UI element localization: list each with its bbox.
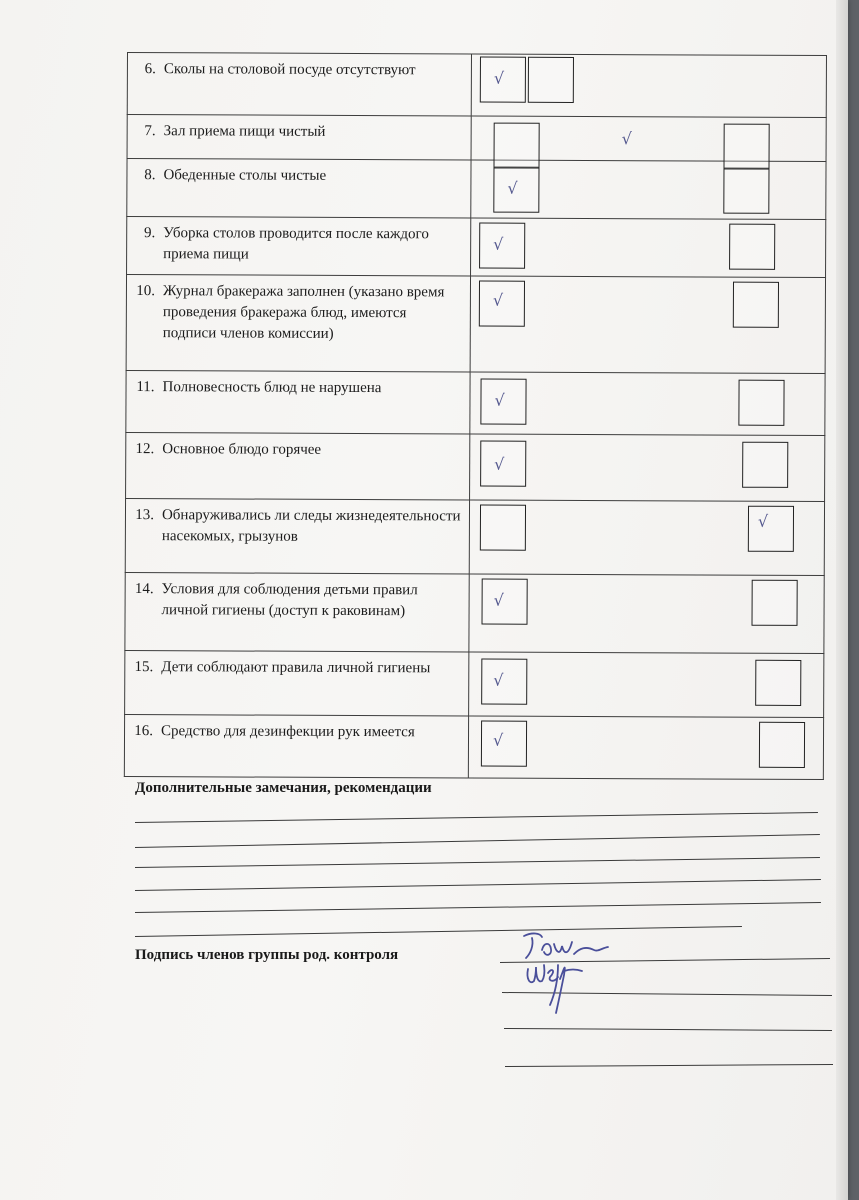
question-cell bbox=[126, 370, 470, 434]
yes-checkbox[interactable] bbox=[480, 505, 526, 551]
checklist-row bbox=[126, 432, 825, 501]
answer-cell bbox=[471, 218, 826, 278]
question-number: 6. bbox=[144, 61, 156, 78]
check-mark: √ bbox=[621, 129, 632, 149]
check-mark: √ bbox=[493, 590, 504, 610]
check-mark: √ bbox=[493, 670, 504, 690]
question-cell bbox=[125, 650, 469, 716]
no-checkbox[interactable] bbox=[748, 506, 794, 552]
signature-2 bbox=[520, 955, 590, 1017]
question-text: Зал приема пищи чистый bbox=[163, 123, 326, 140]
check-mark: √ bbox=[494, 454, 505, 474]
yes-checkbox[interactable] bbox=[481, 659, 527, 705]
question-text: Обнаруживались ли следы жизнедеятельности насекомых, грызунов bbox=[161, 507, 461, 545]
question-number: 7. bbox=[144, 123, 156, 140]
answer-cell bbox=[469, 574, 824, 654]
answer-cell bbox=[471, 116, 826, 162]
check-mark: √ bbox=[492, 290, 504, 310]
checklist-row bbox=[126, 275, 825, 374]
checklist-row bbox=[127, 159, 826, 220]
question-text: Уборка столов проводится после каждого приема пищи bbox=[163, 225, 429, 263]
check-mark: √ bbox=[757, 511, 769, 531]
question-cell bbox=[126, 432, 470, 500]
yes-checkbox[interactable] bbox=[482, 579, 528, 625]
checklist-row bbox=[127, 115, 826, 162]
question-cell bbox=[127, 159, 471, 219]
question-text: Обеденные столы чистые bbox=[163, 167, 327, 184]
question-text: Журнал бракеража заполнен (указано время проведения бракеража блюд, имеются подписи членов комиссии) bbox=[162, 283, 445, 342]
question-cell bbox=[124, 714, 468, 778]
check-mark: √ bbox=[493, 68, 505, 88]
checklist-row bbox=[125, 498, 824, 575]
no-checkbox[interactable] bbox=[759, 722, 805, 768]
question-number: 8. bbox=[144, 167, 156, 184]
answer-cell bbox=[468, 716, 823, 780]
question-cell bbox=[127, 217, 471, 277]
no-checkbox[interactable] bbox=[742, 442, 788, 488]
signature-label: Подпись членов группы род. контроля bbox=[135, 947, 399, 963]
question-cell bbox=[127, 53, 471, 117]
check-mark: √ bbox=[494, 390, 505, 410]
answer-cell bbox=[471, 54, 826, 118]
check-mark: √ bbox=[492, 730, 504, 750]
question-cell bbox=[127, 115, 471, 161]
checklist-row bbox=[125, 650, 824, 717]
answer-cell bbox=[470, 276, 825, 374]
checklist-row bbox=[124, 714, 823, 779]
no-checkbox[interactable] bbox=[528, 57, 574, 103]
question-number: 15. bbox=[134, 659, 154, 676]
answer-cell bbox=[469, 652, 824, 718]
question-cell bbox=[125, 498, 469, 574]
question-number: 12. bbox=[135, 441, 155, 458]
question-text: Средство для дезинфекции рук имеется bbox=[161, 723, 415, 741]
yes-checkbox[interactable] bbox=[481, 721, 527, 767]
no-checkbox[interactable] bbox=[755, 660, 801, 706]
answer-cell bbox=[470, 372, 825, 436]
notes-title: Дополнительные замечания, рекомендации bbox=[135, 780, 432, 796]
question-number: 14. bbox=[134, 581, 154, 598]
checklist-row bbox=[126, 370, 825, 435]
question-text: Условия для соблюдения детьми правил личной гигиены (доступ к раковинам) bbox=[161, 581, 418, 620]
question-number: 16. bbox=[134, 723, 154, 740]
check-mark: √ bbox=[493, 234, 504, 254]
check-mark: √ bbox=[507, 178, 518, 198]
page-edge bbox=[836, 0, 848, 1200]
question-text: Основное блюдо горячее bbox=[162, 441, 322, 458]
answer-cell bbox=[469, 500, 824, 576]
question-cell bbox=[126, 275, 470, 373]
question-number: 9. bbox=[143, 225, 156, 242]
question-number: 13. bbox=[135, 507, 155, 524]
checklist-row bbox=[127, 53, 826, 118]
no-checkbox[interactable] bbox=[738, 380, 784, 426]
no-checkbox[interactable] bbox=[729, 224, 775, 270]
no-checkbox[interactable] bbox=[752, 580, 798, 626]
question-cell bbox=[125, 572, 469, 652]
no-checkbox[interactable] bbox=[733, 282, 779, 328]
checklist-table bbox=[124, 52, 827, 780]
question-number: 10. bbox=[136, 283, 155, 300]
answer-cell bbox=[470, 434, 825, 502]
question-number: 11. bbox=[136, 379, 155, 396]
question-text: Сколы на столовой посуде отсутствуют bbox=[163, 61, 416, 79]
checklist-row bbox=[125, 572, 824, 653]
question-text: Полновесность блюд не нарушена bbox=[162, 379, 382, 397]
answer-cell bbox=[471, 160, 826, 220]
question-text: Дети соблюдают правила личной гигиены bbox=[161, 659, 431, 677]
no-checkbox[interactable] bbox=[723, 168, 769, 214]
checklist-row bbox=[127, 217, 826, 278]
